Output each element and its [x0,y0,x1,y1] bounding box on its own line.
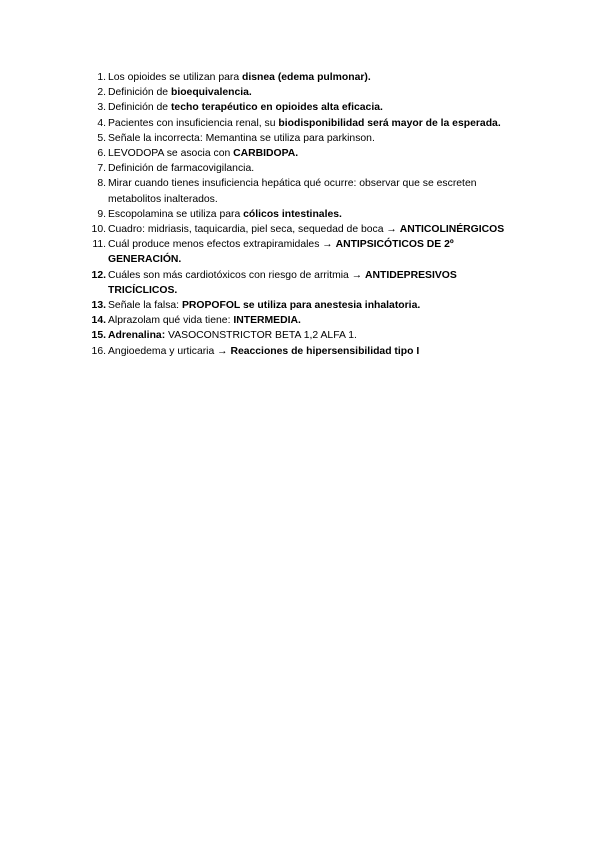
item-number: 6. [97,148,106,160]
plain-text: Angioedema y urticaria → [108,345,231,357]
plain-text: Pacientes con insuficiencia renal, su [108,117,279,129]
bold-text: CARBIDOPA. [233,148,299,160]
item-number: 5. [97,132,106,144]
item-text [108,102,383,113]
item-text [108,178,477,204]
plain-text: Cuál produce menos efectos extrapiramidales → [108,239,336,251]
item-number: 16. [91,345,106,357]
bold-text: bioequivalencia. [170,87,252,99]
bold-text: ANTIDEPRESIVOS TRICÍCLICOS. [108,269,457,296]
bold-text: ANTICOLINÉRGICOS [399,224,505,236]
item-text [108,239,454,265]
list-item [86,237,506,267]
list-item [86,328,506,343]
item-text [108,346,419,357]
item-number: 13. [91,300,106,312]
item-text [108,300,420,311]
item-number: 8. [97,178,106,190]
item-text [108,163,254,174]
bold-text: ANTIPSICÓTICOS DE 2º GENERACIÓN. [108,239,454,266]
item-text [108,224,504,235]
plain-text: Definición de farmacovigilancia. [108,163,255,175]
item-number: 4. [97,117,106,129]
item-number: 15. [91,330,106,342]
list-item [86,100,506,115]
plain-text: Cuáles son más cardiotóxicos con riesgo de arritmia → [108,269,365,281]
item-text [108,72,371,83]
list-item [86,207,506,222]
item-text [108,209,342,220]
plain-text: Señale la incorrecta: Memantina se utiliza para parkinson. [108,132,375,144]
item-text [108,315,301,326]
item-number: 2. [97,87,106,99]
item-text [108,118,501,129]
item-number: 3. [97,102,106,114]
item-number: 10. [91,224,106,236]
plain-text: Los opioides se utilizan para [108,72,243,83]
list-item [86,313,506,328]
bold-text: Adrenalina: [108,330,169,342]
bold-text: disnea (edema pulmonar). [242,72,371,83]
plain-text: LEVODOPA se asocia con [108,148,234,160]
item-text [108,133,375,144]
list-item [86,116,506,131]
bold-text: INTERMEDIA. [233,315,301,327]
list-item [86,131,506,146]
item-number: 9. [97,208,106,220]
plain-text: Señale la falsa: [108,300,182,312]
plain-text: Definición de [108,87,171,99]
item-number: 7. [97,163,106,175]
list-item [86,85,506,100]
question-list [86,70,506,359]
list-item [86,268,506,298]
item-number: 14. [91,315,106,327]
list-item [86,222,506,237]
plain-text: Mirar cuando tienes insuficiencia hepática qué ocurre: observar que se escreten metabolitos inalterados. [108,178,477,205]
item-number: 12. [91,269,106,281]
item-text [108,330,357,341]
bold-text: PROPOFOL se utiliza para anestesia inhalatoria. [181,300,421,312]
bold-text: biodisponibilidad será mayor de la esperada. [278,117,501,129]
bold-text: techo terapéutico en opioides alta eficacia. [170,102,383,114]
list-item [86,161,506,176]
plain-text: VASOCONSTRICTOR BETA 1,2 ALFA 1. [168,330,357,342]
list-item [86,70,506,85]
item-number: 11. [92,239,106,251]
list-item [86,344,506,359]
item-number: 1. [97,72,106,83]
bold-text: Reacciones de hipersensibilidad tipo I [230,345,420,357]
item-text [108,148,298,159]
item-text [108,87,252,98]
list-item [86,146,506,161]
plain-text: Alprazolam qué vida tiene: [108,315,234,327]
plain-text: Definición de [108,102,171,114]
list-item [86,176,506,206]
item-text [108,270,457,296]
bold-text: cólicos intestinales. [243,208,342,220]
plain-text: Escopolamina se utiliza para [108,208,244,220]
plain-text: Cuadro: midriasis, taquicardia, piel seca, sequedad de boca → [108,224,400,236]
list-item [86,298,506,313]
